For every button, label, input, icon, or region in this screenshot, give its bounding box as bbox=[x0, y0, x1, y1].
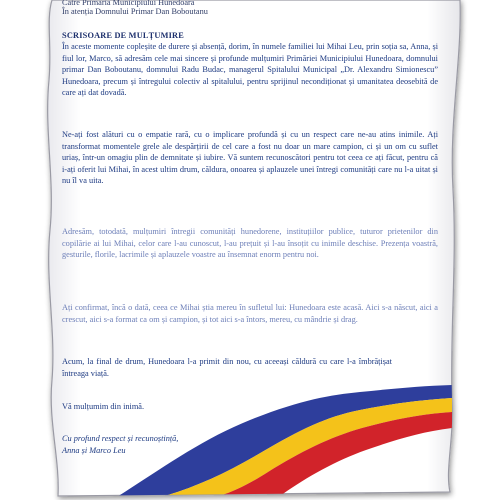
recipient-line: Către Primăria Municipiului Hunedoara bbox=[62, 0, 195, 7]
letter-body bbox=[62, 0, 440, 480]
paragraph-4: Ați confirmat, încă o dată, ceea ce Mihai știa mereu în sufletul lui: Hunedoara este acasă. Aici s-a născut, aici a crescut, aici s-a format ca om și campion, și tot aici s-a întors, mereu, cu mândrie și drag. bbox=[62, 303, 438, 324]
paragraph-1: În aceste momente copleșite de durere și absență, dorim, în numele familiei lui Mihai Leu, prin soția sa, Anna, și fiul lor, Marco, să adresăm cele mai sincere și profunde mulțumiri Primăriei Municipiului Hunedoara, domnului primar Dan Boboutanu, domnului Radu Budac, managerul Spitalului Municipal „Dr. Alexandru Simionescu” Hunedoara, precum și întregului colectiv al spitalului, pentru sprijinul necondiționat și umanitatea deosebită de care ați dat dovadă. bbox=[62, 42, 438, 98]
signature-names: Anna și Marco Leu bbox=[62, 446, 126, 455]
closing-line: Cu profund respect și recunoștință, bbox=[62, 434, 179, 443]
paragraph-3: Adresăm, totodată, mulțumiri întregii comunități hunedorene, instituțiilor publice, tuturor prietenilor din copilărie ai lui Mihai, celor care l-au cunoscut, l-au prețuit și l-au însoțit cu inimile deschise. Prezența voastră, gesturile, florile, lacrimile și aplauzele voastre au însemnat enorm pentru noi. bbox=[62, 227, 438, 260]
letter-title: SCRISOARE DE MULȚUMIRE bbox=[62, 31, 184, 40]
attention-line: În atenția Domnului Primar Dan Boboutanu bbox=[62, 7, 208, 16]
paragraph-6: Vă mulțumim din inimă. bbox=[62, 402, 145, 411]
paragraph-5: Acum, la final de drum, Hunedoara l-a primit din nou, cu aceeași căldură cu care l-a îmbrățișat întreaga viață. bbox=[62, 357, 392, 378]
paragraph-2: Ne-ați fost alături cu o empatie rară, cu o implicare profundă și cu un respect care ne-au atins inimile. Ați transformat momentele grele ale despărțirii de cel care a fost nu doar un mare campion, ci și un om cu suflet uriaș, într-un omagiu plin de demnitate și iubire. Vă suntem recunoscători pentru tot ceea ce ați făcut, pentru că i-ați oferit lui Mihai, în acest ultim drum, căldura, onoarea și aplauzele unei întregi comunități care nu l-a uitat și nu îl va uita. bbox=[62, 130, 438, 186]
